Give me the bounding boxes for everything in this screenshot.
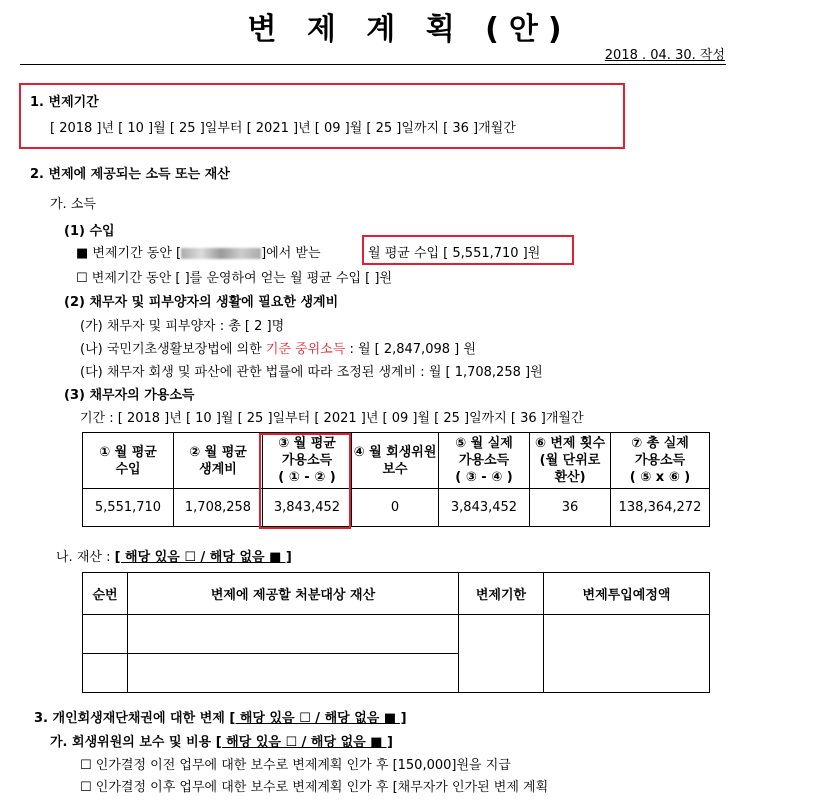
property-row-1-seq — [83, 615, 128, 654]
property-amount-cell — [544, 615, 710, 693]
value-available-income: 3,843,452 — [263, 489, 352, 527]
col-monthly-income: ① 월 평균 수입 — [83, 433, 174, 489]
document-date: 2018 . 04. 30. 작성 — [604, 48, 725, 63]
property-line — [56, 546, 292, 565]
property-deadline-cell — [459, 615, 544, 693]
value-living-cost: 1,708,258 — [174, 489, 263, 527]
col-available-income: ③ 월 평균 가용소득 ( ① - ② ) — [263, 433, 352, 489]
available-income-highlight-box — [259, 433, 351, 529]
value-monthly-income: 5,551,710 — [83, 489, 174, 527]
col-deadline: 변제기한 — [459, 573, 544, 615]
income-line-2: ☐ 변제기간 동안 [ ]를 운영하여 얻는 월 평균 수입 [ ]원 — [76, 271, 392, 286]
property-row-2-item — [128, 654, 459, 693]
value-repayment-count: 36 — [530, 489, 611, 527]
income-subheading: 가. 소득 — [50, 197, 96, 212]
income-line-1-pre: ■ 변제기간 동안 [ — [76, 246, 182, 261]
col-property: 변제에 제공할 처분대상 재산 — [128, 573, 459, 615]
section2-heading: 2. 변제에 제공되는 소득 또는 재산 — [30, 167, 230, 182]
section1-heading: 1. 변제기간 — [30, 95, 99, 110]
section3-heading-line — [34, 707, 407, 726]
col-trustee-fee: ④ 월 회생위원 보수 — [352, 433, 439, 489]
property-table — [82, 572, 710, 693]
median-income-line — [80, 338, 476, 357]
income-line-1 — [76, 242, 321, 261]
property-label: 나. 재산 : — [56, 550, 111, 565]
col-living-cost: ② 월 평균 생계비 — [174, 433, 263, 489]
trustee-fee-choice: [ 해당 있음 ☐ / 해당 없음 ■ ] — [215, 735, 393, 750]
value-trustee-fee: 0 — [352, 489, 439, 527]
col-planned-amount: 변제투입예정액 — [544, 573, 710, 615]
col-seq: 순번 — [83, 573, 128, 615]
income-heading: (1) 수입 — [64, 224, 115, 239]
income-line-1-mid: ]에서 받는 — [261, 246, 321, 261]
median-income-post: : 월 [ 2,847,098 ] 원 — [349, 342, 476, 357]
trustee-fee-heading: 가. 회생위원의 보수 및 비용 — [50, 735, 212, 750]
available-income-period: 기간 : [ 2018 ]년 [ 10 ]월 [ 25 ]일부터 [ 2021 ]년 [ 09 ]월 [ 25 ]일까지 [ 36 ]개월간 — [80, 411, 584, 426]
trustee-fee-line-1: ☐ 인가결정 이전 업무에 대한 보수로 변제계획 인가 후 [150,000]원을 지급 — [80, 758, 511, 773]
available-income-heading: (3) 채무자의 가용소득 — [64, 388, 195, 403]
col-repayment-count: ⑥ 변제 횟수 (월 단위로 환산) — [530, 433, 611, 489]
property-row-1-item — [128, 615, 459, 654]
repayment-period: [ 2018 ]년 [ 10 ]월 [ 25 ]일부터 [ 2021 ]년 [ 09 ]월 [ 25 ]일까지 [ 36 ]개월간 — [50, 121, 516, 136]
redacted-employer — [181, 248, 261, 259]
period-highlight-box — [19, 83, 625, 149]
value-total-available: 138,364,272 — [611, 489, 710, 527]
section3-choice: [ 해당 있음 ☐ / 해당 없음 ■ ] — [229, 711, 407, 726]
available-income-table — [82, 432, 710, 527]
value-actual-available: 3,843,452 — [439, 489, 530, 527]
property-row-2-seq — [83, 654, 128, 693]
median-income-pre: (나) 국민기초생활보장법에 의한 — [80, 342, 262, 357]
property-choice: [ 해당 있음 ☐ / 해당 없음 ■ ] — [114, 550, 292, 565]
document-title: 변 제 계 획 (안) — [247, 12, 572, 47]
trustee-fee-heading-line — [50, 731, 393, 750]
living-cost-heading: (2) 채무자 및 피부양자의 생활에 필요한 생계비 — [64, 295, 339, 310]
trustee-fee-line-2: ☐ 인가결정 이후 업무에 대한 보수로 변제계획 인가 후 [채무자가 인가된 변제 계획 — [80, 780, 549, 795]
title-divider — [20, 64, 726, 65]
dependents-line: (가) 채무자 및 피부양자 : 총 [ 2 ]명 — [80, 319, 285, 334]
col-actual-available: ⑤ 월 실제 가용소득 ( ③ - ④ ) — [439, 433, 530, 489]
adjusted-living-cost-line: (다) 채무자 회생 및 파산에 관한 법률에 따라 조정된 생계비 : 월 [ 1,708,258 ]원 — [80, 365, 543, 380]
monthly-income: 월 평균 수입 [ 5,551,710 ]원 — [368, 246, 541, 261]
median-income-red: 기준 중위소득 — [265, 342, 346, 357]
col-total-available: ⑦ 총 실제 가용소득 ( ⑤ x ⑥ ) — [611, 433, 710, 489]
section3-heading: 3. 개인회생재단채권에 대한 변제 — [34, 711, 225, 726]
